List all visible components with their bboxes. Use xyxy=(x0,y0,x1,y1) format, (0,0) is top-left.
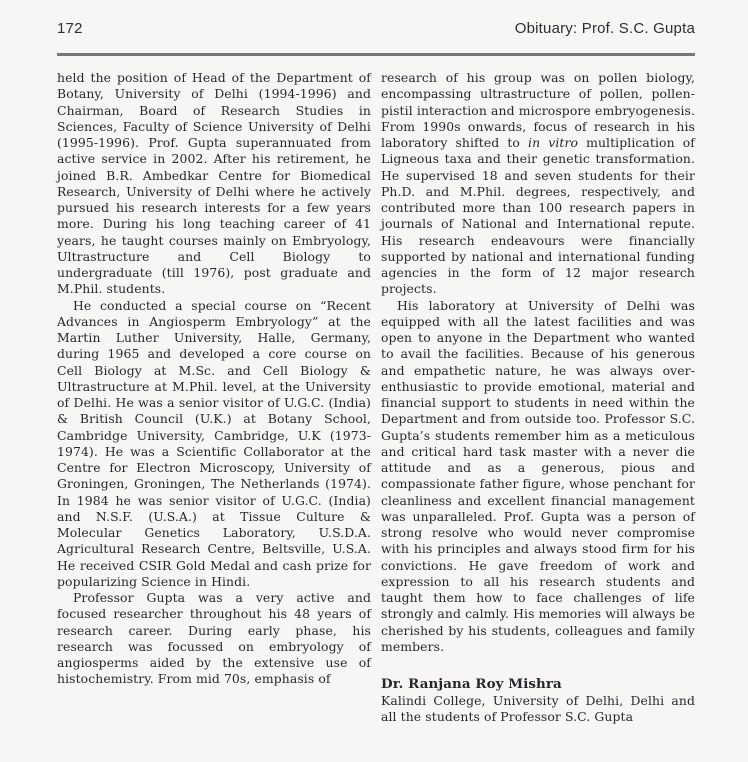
italic-term: in vitro xyxy=(528,135,579,150)
right-column xyxy=(381,70,695,726)
author-affiliation: Kalindi College, University of Delhi, Delhi and all the students of Professor S.C. Gupta xyxy=(381,693,695,725)
paragraph-text: research of his group was on pollen biology, encompassing ultrastructure of pollen, pollen-pistil interaction and microspore embryogenesis. From 1990s onwards, focus of research in his laboratory shifted to xyxy=(381,70,695,150)
paragraph: Professor Gupta was a very active and focused researcher throughout his 48 years of research career. During early phase, his research was focussed on embryology of angiosperms aided by the extensive use of histochemistry. From mid 70s, emphasis of xyxy=(57,590,371,687)
paragraph: His laboratory at University of Delhi was equipped with all the latest facilities and was open to anyone in the Department who wanted to avail the facilities. Because of his generous and empathetic nature, he was always over-enthusiastic to provide emotional, material and financial support to students in need within the Department and from outside too. Professor S.C. Gupta’s students remember him as a meticulous and critical hard task master with a never die attitude and as a generous, pious and compassionate father figure, whose penchant for cleanliness and excellent financial management was unparalleled. Prof. Gupta was a person of strong resolve who would never compromise with his principles and always stood firm for his convictions. He gave freedom of work and expression to all his research students and taught them how to face challenges of life strongly and calmly. His memories will always be cherished by his students, colleagues and family members. xyxy=(381,297,696,654)
left-column xyxy=(57,70,371,726)
author-name: Dr. Ranjana Roy Mishra xyxy=(381,676,562,692)
page-header xyxy=(57,20,695,37)
paragraph: He conducted a special course on “Recent Advances in Angiosperm Embryology” at the Martin Luther University, Halle, Germany, during 1965 and developed a core course on Cell Biology at M.Sc. and Cell Biology & Ultrastructure at M.Phil. level, at the University of Delhi. He was a senior visitor of U.G.C. (India) & British Council (U.K.) at Botany School, Cambridge University, Cambridge, U.K (1973-1974). He was a Scientific Collaborator at the Centre for Electron Microscopy, University of Groningen, Groningen, The Netherlands (1974). In 1984 he was senior visitor of U.G.C. (India) and N.S.F. (U.S.A.) at Tissue Culture & Molecular Genetics Laboratory, U.S.D.A. Agricultural Research Centre, Beltsville, U.S.A. He received CSIR Gold Medal and cash prize for popularizing Science in Hindi. xyxy=(57,297,371,589)
paragraph: held the position of Head of the Department of Botany, University of Delhi (1994-1996) and Chairman, Board of Research Studies in Sciences, Faculty of Science University of Delhi (1995-1996). Prof. Gupta superannuated from active service in 2002. After his retirement, he joined B.R. Ambedkar Centre for Biomedical Research, University of Delhi where he actively pursued his research interests for a few years more. During his long teaching career of 41 years, he taught courses mainly on Embryology, Ultrastructure and Cell Biology to undergraduate (till 1976), post graduate and M.Phil. students. xyxy=(57,70,371,297)
paragraph-text: multiplication of Ligneous taxa and their genetic transformation. He supervised 18 and seven students for their Ph.D. and M.Phil. degrees, respectively, and contributed more than 100 research papers in journals of National and International repute. His research endeavours were financially supported by national and international funding agencies in the form of 12 major research projects. xyxy=(381,135,695,297)
paragraph xyxy=(381,70,695,298)
running-title: Obituary: Prof. S.C. Gupta xyxy=(514,20,695,37)
article-body xyxy=(57,70,695,726)
signature-block xyxy=(381,676,695,726)
page-number: 172 xyxy=(57,20,83,37)
header-rule xyxy=(57,53,695,56)
